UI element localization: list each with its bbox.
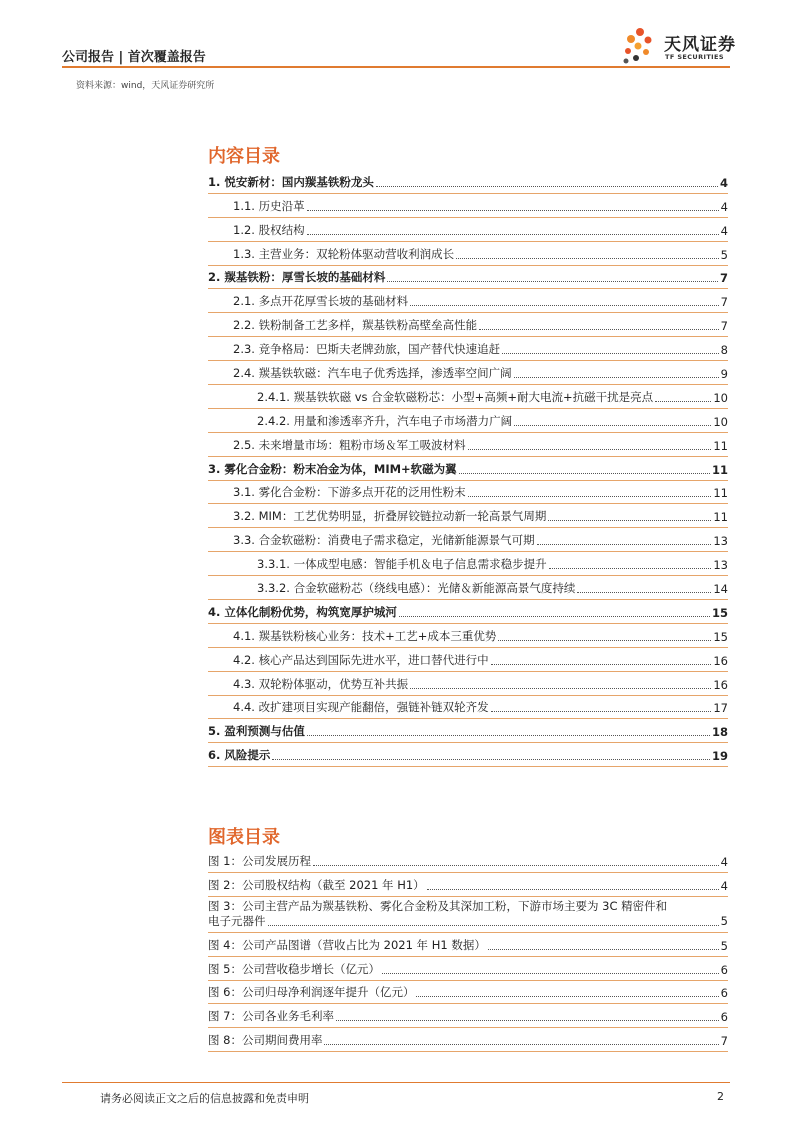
toc-entry-label: 1.1. 历史沿革: [233, 198, 305, 213]
toc-entry-label: 1. 悦安新材：国内羰基铁粉龙头: [208, 174, 374, 189]
dot-leader: [324, 1043, 718, 1045]
logo-mark-icon: [620, 26, 660, 66]
figure-entry-label: 图 5：公司营收稳步增长（亿元）: [208, 961, 380, 976]
data-source-note: 资料来源：wind，天风证券研究所: [76, 81, 215, 91]
toc-entry[interactable]: [208, 218, 728, 242]
dot-leader: [468, 495, 712, 497]
toc-entry[interactable]: [208, 743, 728, 767]
toc-entry[interactable]: [208, 457, 728, 481]
dot-leader: [382, 972, 719, 974]
figure-entry[interactable]: [208, 981, 728, 1005]
toc-entry-page: 15: [711, 605, 728, 620]
figure-entry-page: 6: [720, 986, 728, 1001]
toc-entry-label: 2.4.1. 羰基铁软磁 vs 合金软磁粉芯：小型+高频+耐大电流+抗磁干扰是亮点: [257, 389, 654, 404]
dot-leader: [488, 948, 719, 950]
toc-entry[interactable]: [208, 552, 728, 576]
toc-entry-page: 18: [711, 725, 728, 740]
figure-entry[interactable]: [208, 897, 728, 933]
dot-leader: [655, 400, 711, 402]
dot-leader: [514, 424, 711, 426]
dot-leader: [459, 472, 710, 474]
dot-leader: [456, 257, 719, 259]
dot-leader: [549, 567, 712, 569]
toc-entry-page: 16: [713, 677, 728, 692]
figure-entry[interactable]: [208, 957, 728, 981]
dot-leader: [399, 615, 710, 617]
dot-leader: [548, 519, 711, 521]
toc-entry-page: 5: [720, 247, 728, 262]
toc-entry[interactable]: [208, 719, 728, 743]
toc-entry-label: 2.5. 未来增量市场：粗粉市场＆军工吸波材料: [233, 437, 466, 452]
dot-leader: [537, 543, 712, 545]
toc-entry-label: 3.3. 合金软磁粉：消费电子需求稳定，光储新能源景气可期: [233, 533, 535, 548]
toc-entry-label: 3. 雾化合金粉：粉末冶金为体，MIM+软磁为翼: [208, 461, 457, 476]
figure-entry-label: 图 1：公司发展历程: [208, 853, 311, 868]
dot-leader: [416, 995, 718, 997]
figure-entry-label: 图 3：公司主营产品为羰基铁粉、雾化合金粉及其深加工粉，下游市场主要为 3C 精密件和: [208, 898, 668, 913]
toc-entry-label: 4.2. 核心产品达到国际先进水平，进口替代进行中: [233, 652, 489, 667]
dot-leader: [502, 352, 719, 354]
toc-entry[interactable]: [208, 409, 728, 433]
dot-leader: [491, 663, 712, 665]
dot-leader: [313, 864, 719, 866]
toc-entry-page: 10: [713, 414, 728, 429]
toc-entry[interactable]: [208, 385, 728, 409]
figure-entry[interactable]: [208, 873, 728, 897]
dot-leader: [307, 233, 719, 235]
toc-entry-label: 2.4.2. 用量和渗透率齐升，汽车电子市场潜力广阔: [257, 413, 513, 428]
toc-entry-page: 7: [720, 295, 728, 310]
toc-entry[interactable]: [208, 194, 728, 218]
toc-entry-label: 2. 羰基铁粉：厚雪长坡的基础材料: [208, 270, 386, 285]
toc-entry[interactable]: [208, 170, 728, 194]
footer-divider: [62, 1082, 730, 1083]
toc-entry-label: 1.2. 股权结构: [233, 222, 305, 237]
toc-entry[interactable]: [208, 528, 728, 552]
toc-entry-label: 3.2. MIM：工艺优势明显，折叠屏铰链拉动新一轮高景气周期: [233, 509, 547, 524]
footer-disclaimer: 请务必阅读正文之后的信息披露和免责申明: [100, 1092, 309, 1105]
toc-entry[interactable]: [208, 337, 728, 361]
figure-entry-label: 图 6：公司归母净利润逐年提升（亿元）: [208, 985, 415, 1000]
toc-entry-label: 2.4. 羰基铁软磁：汽车电子优秀选择，渗透率空间广阔: [233, 366, 512, 381]
toc-entry-label: 5. 盈利预测与估值: [208, 724, 305, 739]
header-divider: [62, 66, 730, 68]
toc-entry[interactable]: [208, 648, 728, 672]
dot-leader: [514, 376, 719, 378]
toc-entry[interactable]: [208, 672, 728, 696]
figure-entry-page: 4: [720, 878, 728, 893]
dot-leader: [272, 758, 710, 760]
toc-list: [208, 170, 728, 767]
toc-entry[interactable]: [208, 289, 728, 313]
figure-entry-label: 图 2：公司股权结构（截至 2021 年 H1）: [208, 877, 425, 892]
toc-title: 内容目录: [208, 146, 280, 167]
figure-entry-page: 6: [720, 1010, 728, 1025]
figure-entry-page: 7: [720, 1034, 728, 1049]
figure-entry-label-cont: 电子元器件: [208, 913, 266, 928]
toc-entry-label: 4.3. 双轮粉体驱动，优势互补共振: [233, 676, 409, 691]
toc-entry-page: 8: [720, 343, 728, 358]
toc-entry-page: 16: [713, 653, 728, 668]
toc-entry[interactable]: [208, 696, 728, 720]
dot-leader: [307, 734, 710, 736]
toc-entry-page: 7: [720, 319, 728, 334]
dot-leader: [387, 280, 718, 282]
toc-entry-page: 11: [711, 462, 728, 477]
toc-entry-label: 3.3.2. 合金软磁粉芯（绕线电感）：光储＆新能源高景气度持续: [257, 581, 576, 596]
toc-entry[interactable]: [208, 624, 728, 648]
toc-entry-page: 11: [713, 438, 728, 453]
toc-entry-page: 11: [713, 510, 728, 525]
toc-entry[interactable]: [208, 576, 728, 600]
toc-entry-page: 9: [720, 367, 728, 382]
dot-leader: [577, 591, 711, 593]
dot-leader: [491, 710, 712, 712]
dot-leader: [307, 209, 719, 211]
toc-entry-label: 4.4. 改扩建项目实现产能翻倍，强链补链双轮齐发: [233, 700, 489, 715]
toc-entry[interactable]: [208, 504, 728, 528]
figures-list: [208, 849, 728, 1052]
toc-entry[interactable]: [208, 361, 728, 385]
dot-leader: [410, 687, 711, 689]
dot-leader: [376, 185, 718, 187]
toc-entry[interactable]: [208, 313, 728, 337]
toc-entry-page: 15: [713, 629, 728, 644]
toc-entry[interactable]: [208, 433, 728, 457]
figure-entry-label: 图 8：公司期间费用率: [208, 1033, 323, 1048]
toc-entry-page: 19: [711, 749, 728, 764]
toc-entry-page: 4: [720, 199, 728, 214]
logo-name: 天风证券: [664, 35, 736, 55]
figure-entry-page: 6: [720, 962, 728, 977]
dot-leader: [336, 1019, 719, 1021]
figure-entry[interactable]: [208, 933, 728, 957]
toc-entry-label: 1.3. 主营业务：双轮粉体驱动营收利润成长: [233, 246, 455, 261]
toc-entry-page: 13: [713, 558, 728, 573]
company-logo: [620, 26, 740, 66]
dot-leader: [468, 448, 712, 450]
dot-leader: [410, 304, 719, 306]
page-number: 2: [717, 1090, 724, 1103]
figure-entry-page: 5: [720, 938, 728, 953]
toc-entry-page: 7: [719, 271, 728, 286]
toc-entry[interactable]: [208, 266, 728, 290]
toc-entry-label: 3.1. 雾化合金粉：下游多点开花的泛用性粉末: [233, 485, 466, 500]
logo-subtitle: TF SECURITIES: [665, 53, 724, 61]
dot-leader: [427, 888, 719, 890]
figures-title: 图表目录: [208, 827, 280, 848]
figure-entry-page: 4: [720, 854, 728, 869]
toc-entry[interactable]: [208, 481, 728, 505]
toc-entry-label: 4. 立体化制粉优势，构筑宽厚护城河: [208, 604, 397, 619]
dot-leader: [268, 924, 719, 926]
toc-entry-page: 17: [713, 701, 728, 716]
toc-entry-label: 2.2. 铁粉制备工艺多样，羰基铁粉高壁垒高性能: [233, 318, 478, 333]
toc-entry-page: 11: [713, 486, 728, 501]
toc-entry-page: 4: [720, 223, 728, 238]
toc-entry-label: 2.1. 多点开花厚雪长坡的基础材料: [233, 294, 409, 309]
figure-entry-page: 5: [720, 913, 728, 928]
toc-entry-page: 4: [719, 175, 728, 190]
toc-entry-label: 6. 风险提示: [208, 748, 271, 763]
figure-entry[interactable]: [208, 1004, 728, 1028]
toc-entry-label: 2.3. 竞争格局：巴斯夫老牌劲旅，国产替代快速追赶: [233, 342, 501, 357]
toc-entry[interactable]: [208, 242, 728, 266]
report-type-title: 公司报告 | 首次覆盖报告: [62, 50, 206, 65]
figure-entry-line2: [208, 914, 728, 929]
toc-entry-page: 13: [713, 534, 728, 549]
toc-entry-label: 4.1. 羰基铁粉核心业务：技术+工艺+成本三重优势: [233, 628, 497, 643]
dot-leader: [498, 639, 711, 641]
toc-entry[interactable]: [208, 600, 728, 624]
figure-entry-label: 图 4：公司产品图谱（营收占比为 2021 年 H1 数据）: [208, 937, 486, 952]
toc-entry-page: 14: [713, 582, 728, 597]
dot-leader: [479, 328, 719, 330]
figure-entry[interactable]: [208, 1028, 728, 1052]
figure-entry-label: 图 7：公司各业务毛利率: [208, 1009, 334, 1024]
figure-entry[interactable]: [208, 849, 728, 873]
toc-entry-label: 3.3.1. 一体成型电感：智能手机＆电子信息需求稳步提升: [257, 557, 547, 572]
toc-entry-page: 10: [713, 390, 728, 405]
